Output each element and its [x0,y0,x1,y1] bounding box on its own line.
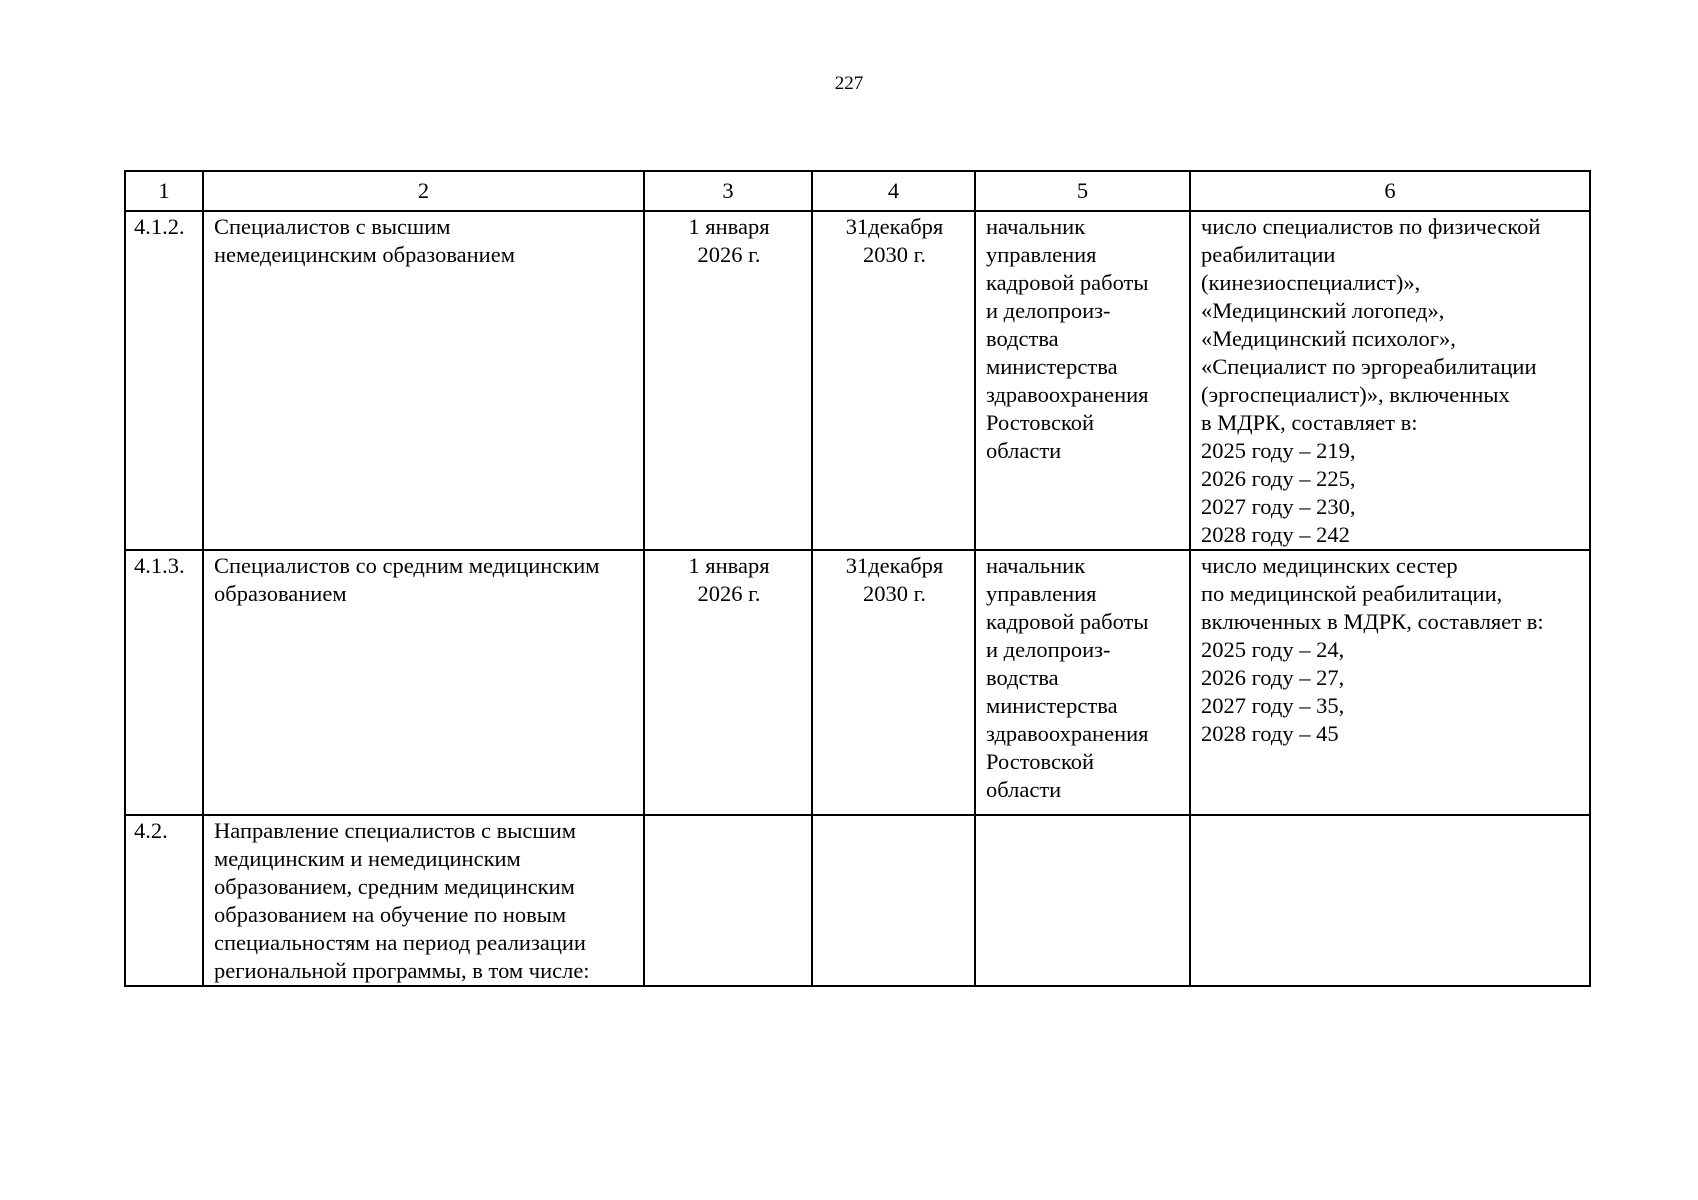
measure-name: Направление специалистов с высшим медицинским и немедицинским образованием, средним медицинским образованием на обучение по новым специальностям на период реализации региональной программы, в том числе: [203,815,644,986]
page-number: 227 [834,73,864,94]
table-row [125,550,1590,815]
column-number-5: 5 [975,171,1190,211]
row-number: 4.2. [125,815,203,986]
measure-name: Специалистов со средним медицинским образованием [203,550,644,815]
end-date: 31декабря 2030 г. [812,550,975,815]
table-row [125,815,1590,986]
expected-result [1190,815,1590,986]
expected-result: число специалистов по физической реабилитации (кинезиоспециалист)», «Медицинский логопед», «Медицинский психолог», «Специалист по эргореабилитации (эргоспециалист)», включенных в МДРК, составляет в: 2025 году – 219, 2026 году – 225, 2027 году – 230, 2028 году – 242 [1190,211,1590,550]
end-date: 31декабря 2030 г. [812,211,975,550]
table-row [125,211,1590,550]
row-number: 4.1.2. [125,211,203,550]
end-date [812,815,975,986]
column-number-6: 6 [1190,171,1590,211]
measure-name: Специалистов с высшим немедеицинским образованием [203,211,644,550]
column-number-1: 1 [125,171,203,211]
column-number-3: 3 [644,171,812,211]
column-number-row [125,171,1590,211]
row-number: 4.1.3. [125,550,203,815]
expected-result: число медицинских сестер по медицинской реабилитации, включенных в МДРК, составляет в: 2025 году – 24, 2026 году – 27, 2027 году – 35, 2028 году – 45 [1190,550,1590,815]
responsible-person: начальник управления кадровой работы и делопроиз- водства министерства здравоохранения Ростовской области [975,550,1190,815]
start-date [644,815,812,986]
column-number-2: 2 [203,171,644,211]
plan-table [124,170,1591,987]
responsible-person [975,815,1190,986]
start-date: 1 января 2026 г. [644,211,812,550]
start-date: 1 января 2026 г. [644,550,812,815]
responsible-person: начальник управления кадровой работы и делопроиз- водства министерства здравоохранения Ростовской области [975,211,1190,550]
column-number-4: 4 [812,171,975,211]
